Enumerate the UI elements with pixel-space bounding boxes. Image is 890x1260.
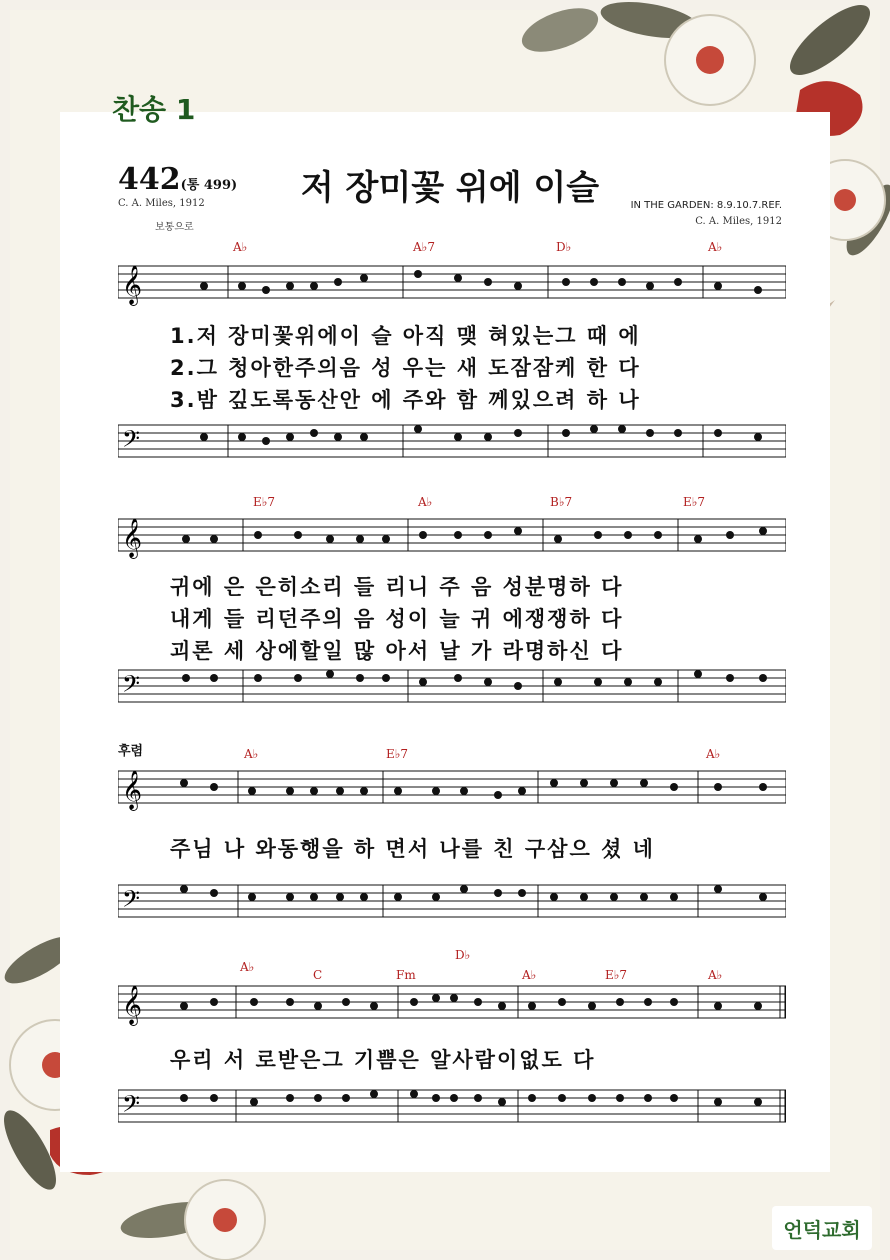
treble-staff — [118, 761, 786, 811]
section-label: 찬송 1 — [112, 93, 196, 126]
hymn-number — [118, 162, 237, 197]
music-system-1 — [118, 240, 786, 475]
chord-symbol: A♭ — [522, 968, 537, 982]
bass-staff — [118, 660, 786, 710]
music-system-3 — [118, 745, 786, 935]
chord-symbol: Fm — [396, 968, 416, 982]
lyric-verse-3: 괴론 세 상에할일 많 아서 날 가 라명하신 다 — [170, 639, 624, 663]
composer-left: C. A. Miles, 1912 — [118, 198, 205, 209]
chord-symbol: B♭7 — [550, 495, 573, 509]
tune-name: IN THE GARDEN: 8.9.10.7.REF. — [630, 200, 782, 211]
svg-text:𝄞: 𝄞 — [122, 518, 143, 558]
old-hymn-number: (통 499) — [180, 178, 238, 193]
church-logo: 언덕교회 — [772, 1206, 872, 1250]
chord-symbol: A♭ — [706, 747, 721, 761]
chord-symbol: A♭ — [708, 240, 723, 254]
chord-symbol: E♭7 — [605, 968, 628, 982]
treble-staff — [118, 509, 786, 559]
chord-symbol: D♭ — [455, 948, 471, 962]
tempo-marking: 보통으로 — [155, 222, 194, 233]
chord-symbol: E♭7 — [683, 495, 706, 509]
bass-staff — [118, 875, 786, 925]
bass-staff — [118, 1080, 786, 1130]
chord-symbol: A♭7 — [413, 240, 435, 254]
chord-symbol: C — [313, 968, 323, 982]
chord-symbol: A♭ — [240, 960, 255, 974]
lyric-refrain-1: 주님 나 와동행을 하 면서 나를 친 구삼으 셨 네 — [170, 837, 655, 861]
hymn-title: 저 장미꽃 위에 이슬 — [300, 168, 600, 208]
lyric-refrain-2: 우리 서 로받은그 기쁨은 알사람이없도 다 — [170, 1048, 596, 1072]
lyric-verse-2: 2.그 청아한주의음 성 우는 새 도잠잠케 한 다 — [170, 356, 641, 380]
chord-symbol: A♭ — [244, 747, 259, 761]
svg-text:𝄞: 𝄞 — [122, 265, 143, 305]
svg-text:𝄞: 𝄞 — [122, 985, 143, 1025]
chord-symbol: A♭ — [418, 495, 433, 509]
refrain-label: 후렴 — [118, 744, 144, 759]
chord-symbol: E♭7 — [386, 747, 409, 761]
chord-symbol: A♭ — [233, 240, 248, 254]
lyric-verse-2: 내게 들 리던주의 음 성이 늘 귀 에쟁쟁하 다 — [170, 607, 624, 631]
chord-symbol: A♭ — [708, 968, 723, 982]
chord-symbol: D♭ — [556, 240, 572, 254]
composer-right: C. A. Miles, 1912 — [695, 216, 782, 227]
treble-staff — [118, 256, 786, 306]
svg-text:𝄢: 𝄢 — [122, 885, 141, 918]
svg-text:𝄞: 𝄞 — [122, 770, 143, 810]
lyric-verse-3: 3.밤 깊도록동산안 에 주와 함 께있으려 하 나 — [170, 388, 641, 412]
music-system-4 — [118, 948, 786, 1138]
bass-staff — [118, 415, 786, 465]
lyric-verse-1: 1.저 장미꽃위에이 슬 아직 맺 혀있는그 때 에 — [170, 324, 641, 348]
hymn-number-value: 442 — [118, 162, 181, 197]
svg-text:𝄢: 𝄢 — [122, 425, 141, 458]
treble-staff — [118, 976, 786, 1026]
chord-symbol: E♭7 — [253, 495, 276, 509]
svg-text:𝄢: 𝄢 — [122, 670, 141, 703]
svg-text:𝄢: 𝄢 — [122, 1090, 141, 1123]
lyric-verse-1: 귀에 은 은히소리 들 리니 주 음 성분명하 다 — [170, 575, 624, 599]
music-system-2 — [118, 495, 786, 720]
